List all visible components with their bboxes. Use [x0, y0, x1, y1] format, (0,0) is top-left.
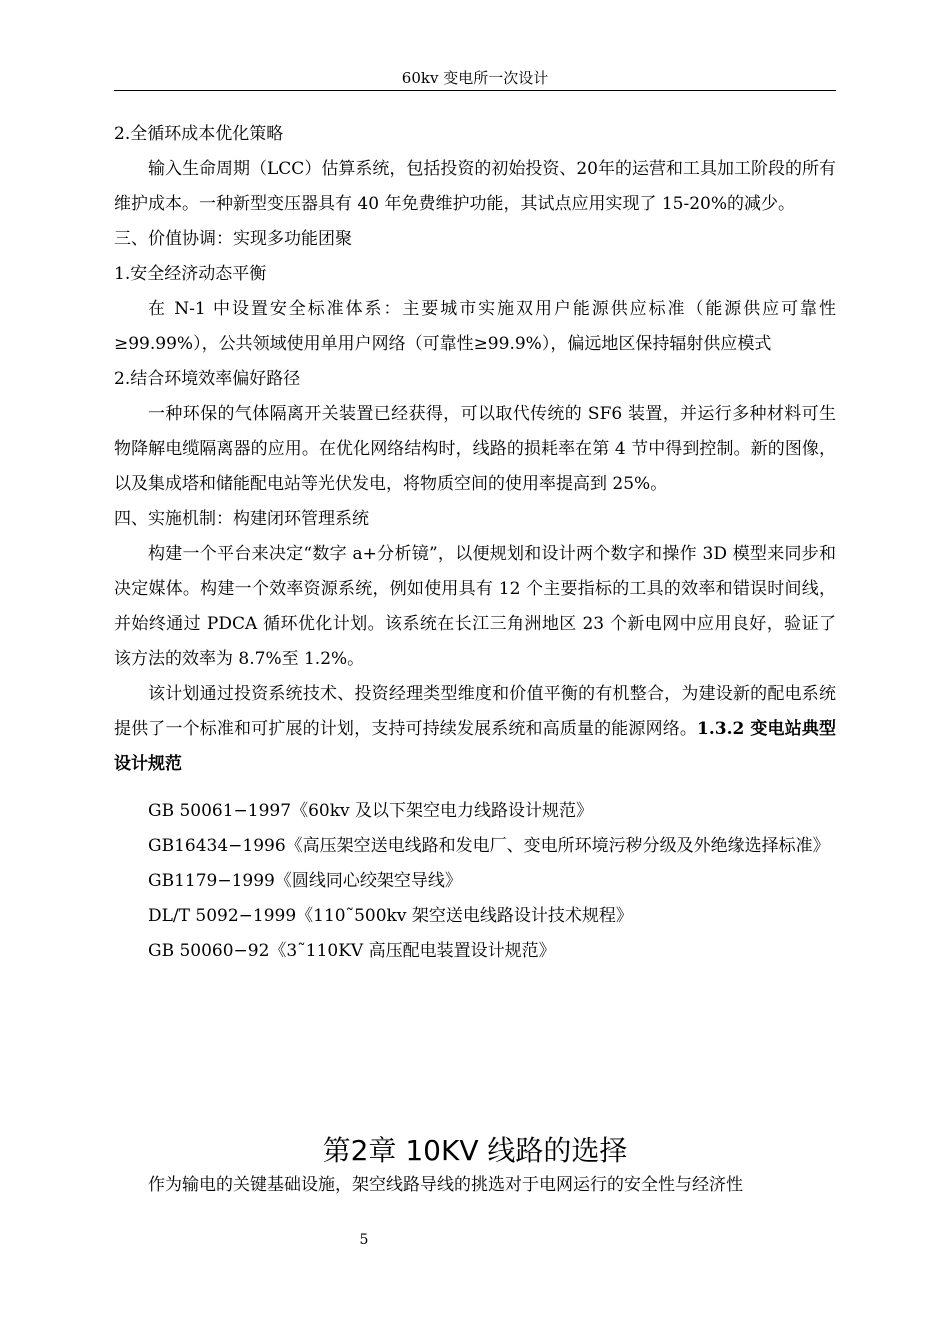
reference-list [114, 794, 836, 969]
chapter-title: 第2章 10KV 线路的选择 [322, 1134, 628, 1167]
paragraph-heading-safety: 1.安全经济动态平衡 [114, 264, 267, 284]
section-heading-value: 三、价值协调：实现多功能团聚 [114, 229, 352, 249]
chapter-first-line: 作为输电的关键基础设施，架空线路导线的挑选对于电网运行的安全性与经济性 [148, 1175, 743, 1195]
page-header [114, 68, 836, 91]
reference-item: GB1179−1999《圆线同心绞架空导线》 [148, 871, 462, 891]
reference-item: GB 50060−92《3˜110KV 高压配电装置设计规范》 [148, 941, 556, 961]
reference-item: DL/T 5092−1999《110˜500kv 架空送电线路设计技术规程》 [148, 906, 633, 926]
summary-text: 该计划通过投资系统技术、投资经理类型维度和价值平衡的有机整合，为建设新的配电系统提供了一个标准和可扩展的计划，支持可持续发展系统和高质量的能源网络。 [114, 684, 836, 739]
header-title: 60kv 变电所一次设计 [401, 69, 549, 87]
reference-item: GB16434−1996《高压架空送电线路和发电厂、变电所环境污秽分级及外绝缘选择标准》 [148, 836, 830, 856]
document-body [114, 117, 836, 969]
paragraph-lcc: 输入生命周期（LCC）估算系统，包括投资的初始投资、20年的运营和工具加工阶段的所有维护成本。一种新型变压器具有 40 年免费维护功能，其试点应用实现了 15-20%的减少。 [114, 159, 836, 214]
section-heading-design-spec: 1.3.2 变电站典型设计规范 [114, 719, 836, 774]
paragraph-heading-environment: 2.结合环境效率偏好路径 [114, 369, 301, 389]
reference-item: GB 50061−1997《60kv 及以下架空电力线路设计规范》 [148, 801, 594, 821]
paragraph-safety: 在 N-1 中设置安全标准体系：主要城市实施双用户能源供应标准（能源供应可靠性≥99.99%），公共领域使用单用户网络（可靠性≥99.9%），偏远地区保持辐射供应模式 [114, 299, 836, 354]
page-number: 5 [359, 1232, 369, 1248]
paragraph-mechanism: 构建一个平台来决定“数字 a+分析镜”，以便规划和设计两个数字和操作 3D 模型来同步和决定媒体。构建一个效率资源系统，例如使用具有 12 个主要指标的工具的效率和错误时间线，并始终通过 PDCA 循环优化计划。该系统在长江三角洲地区 23 个新电网中应用良好，验证了该方法的效率为 8.7%至 1.2%。 [114, 544, 836, 669]
paragraph-heading-lcc: 2.全循环成本优化策略 [114, 124, 284, 144]
paragraph-environment: 一种环保的气体隔离开关装置已经获得，可以取代传统的 SF6 装置，并运行多种材料可生物降解电缆隔离器的应用。在优化网络结构时，线路的损耗率在第 4 节中得到控制。新的图像，以及集成塔和储能配电站等光伏发电，将物质空间的使用率提高到 25%。 [114, 404, 836, 494]
paragraph-summary [114, 677, 836, 782]
section-heading-mechanism: 四、实施机制：构建闭环管理系统 [114, 509, 369, 529]
